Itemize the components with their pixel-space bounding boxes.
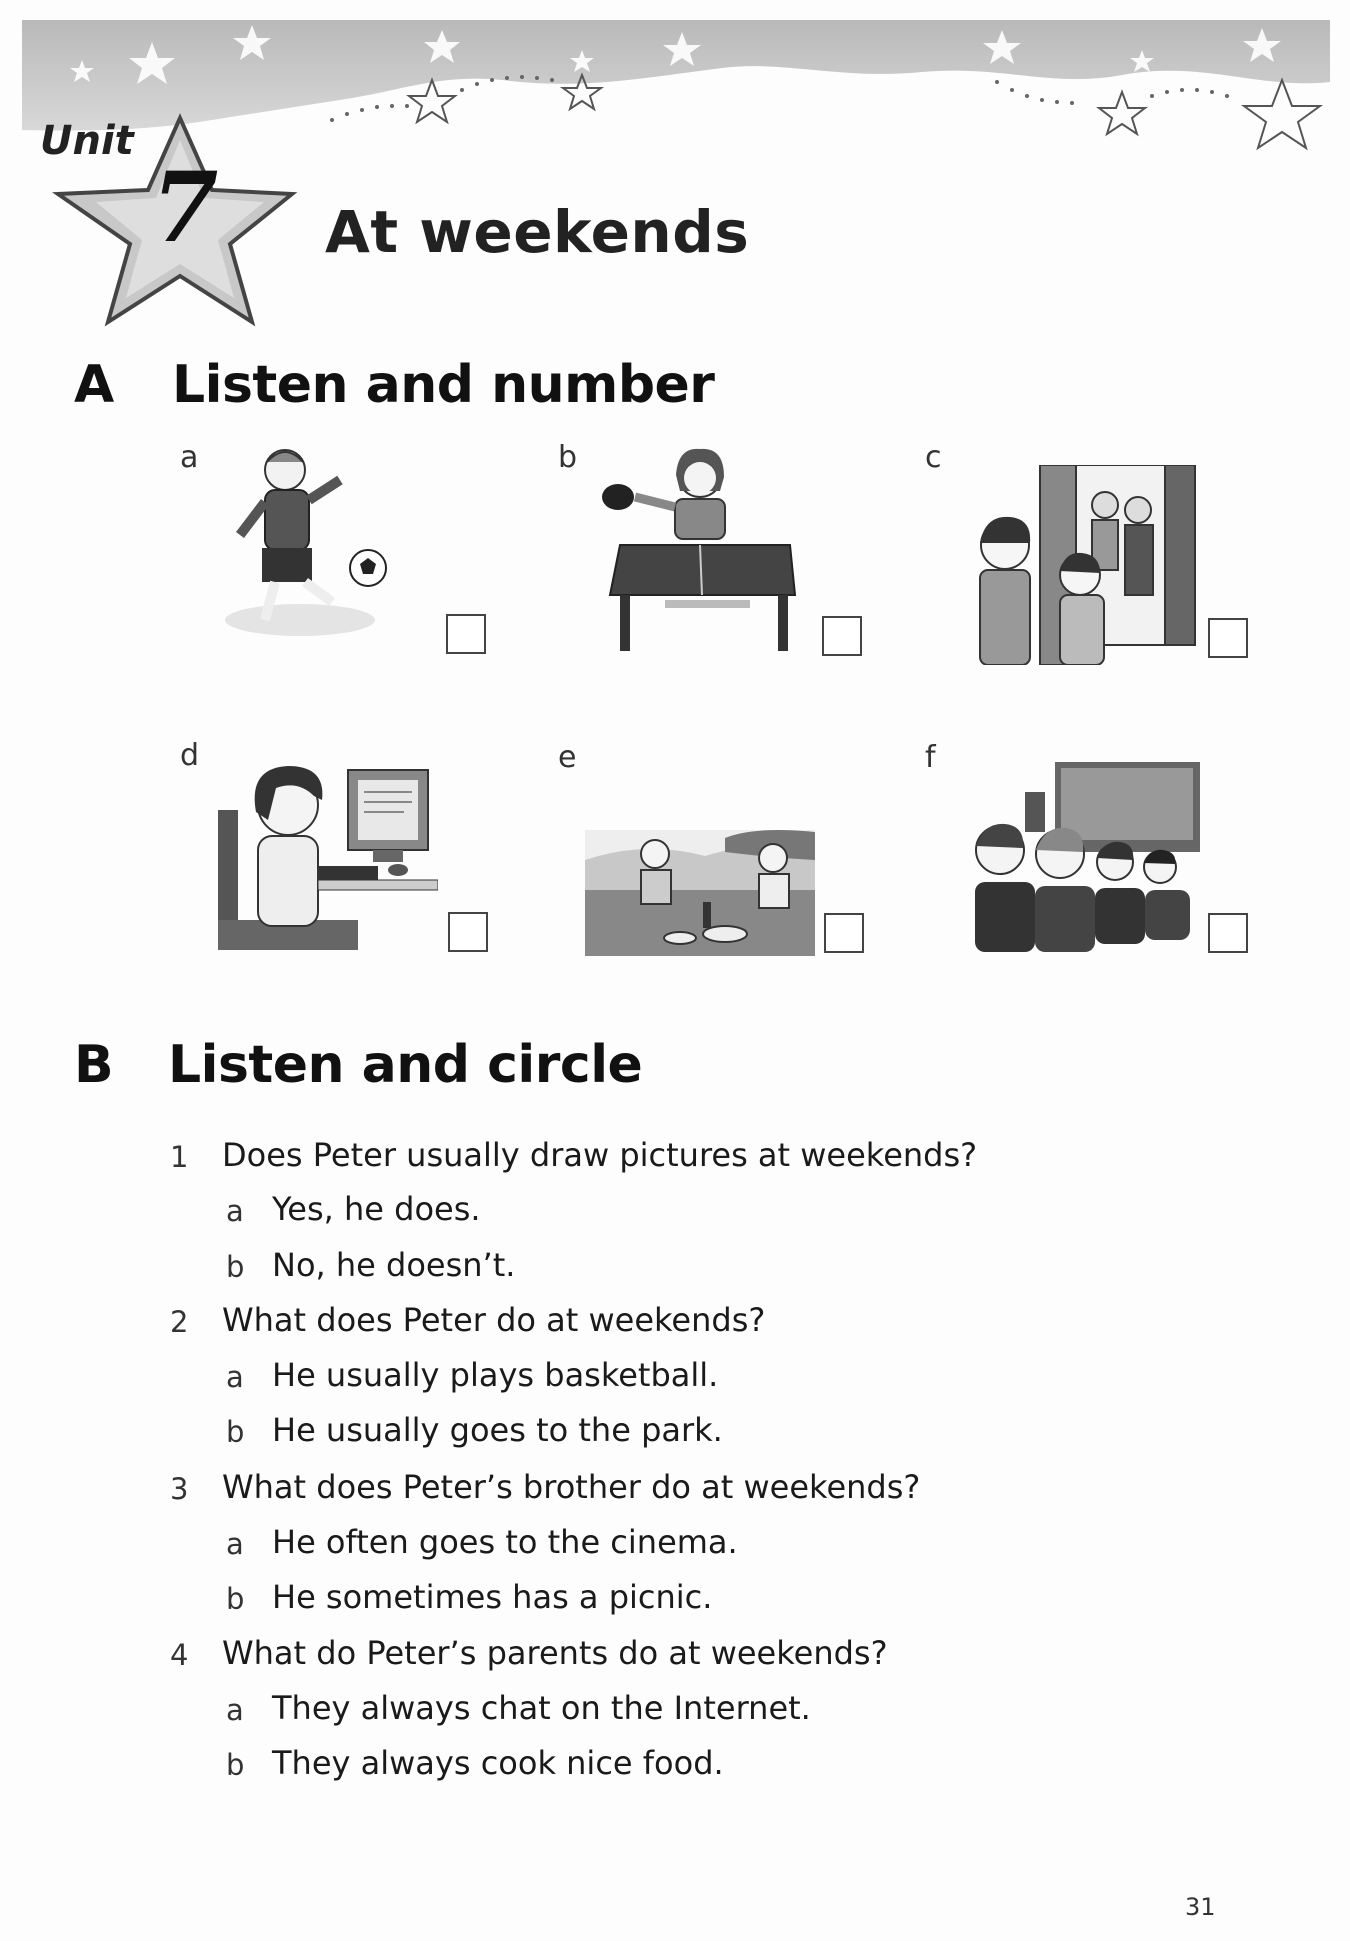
picture-a-letter: a [180,440,199,475]
question-2-option-a-letter[interactable]: a [226,1360,244,1394]
question-3-option-a-text[interactable]: He often goes to the cinema. [272,1523,738,1561]
section-a-letter: A [74,355,115,415]
unit-label: Unit [40,118,134,164]
question-3-option-b-text[interactable]: He sometimes has a picnic. [272,1578,713,1616]
question-1-option-a-text[interactable]: Yes, he does. [272,1190,481,1228]
section-b-title: Listen and circle [168,1035,643,1095]
boys-having-picnic-icon [585,830,815,956]
question-4-text: What do Peter’s parents do at weekends? [222,1634,888,1672]
question-2-text: What does Peter do at weekends? [222,1301,766,1339]
page-number: 31 [1185,1893,1216,1921]
section-a-title: Listen and number [172,355,715,415]
picture-f-letter: f [925,740,936,775]
question-2-number: 2 [170,1305,189,1339]
question-4-option-b-text[interactable]: They always cook nice food. [272,1744,724,1782]
children-visiting-grandparents-icon [960,465,1200,665]
unit-number: 7 [151,151,219,264]
question-4-number: 4 [170,1638,189,1672]
answer-box-d[interactable] [448,912,488,952]
answer-box-f[interactable] [1208,913,1248,953]
question-2-option-b-text[interactable]: He usually goes to the park. [272,1411,723,1449]
question-4-option-b-letter[interactable]: b [226,1748,245,1782]
section-b-letter: B [74,1035,114,1095]
question-3-number: 3 [170,1472,189,1506]
boy-kicking-football-icon [220,440,400,640]
question-3-option-b-letter[interactable]: b [226,1582,245,1616]
question-3-option-a-letter[interactable]: a [226,1527,244,1561]
question-2-option-a-text[interactable]: He usually plays basketball. [272,1356,719,1394]
question-1-option-b-letter[interactable]: b [226,1250,245,1284]
answer-box-a[interactable] [446,614,486,654]
picture-c-letter: c [925,440,942,475]
question-1-option-a-letter[interactable]: a [226,1194,244,1228]
answer-box-b[interactable] [822,616,862,656]
picture-b-letter: b [558,440,578,475]
picture-d-letter: d [180,738,200,773]
question-2-option-b-letter[interactable]: b [226,1415,245,1449]
page-title: At weekends [325,198,750,266]
woman-using-computer-icon [218,760,438,950]
girl-playing-table-tennis-icon [600,445,800,655]
question-1-option-b-text[interactable]: No, he doesn’t. [272,1246,516,1284]
question-1-number: 1 [170,1140,189,1174]
question-4-option-a-letter[interactable]: a [226,1693,244,1727]
picture-e-letter: e [558,740,577,775]
people-at-cinema-icon [965,762,1200,952]
answer-box-c[interactable] [1208,618,1248,658]
question-1-text: Does Peter usually draw pictures at weekends? [222,1136,978,1174]
question-3-text: What does Peter’s brother do at weekends? [222,1468,921,1506]
answer-box-e[interactable] [824,913,864,953]
question-4-option-a-text[interactable]: They always chat on the Internet. [272,1689,811,1727]
